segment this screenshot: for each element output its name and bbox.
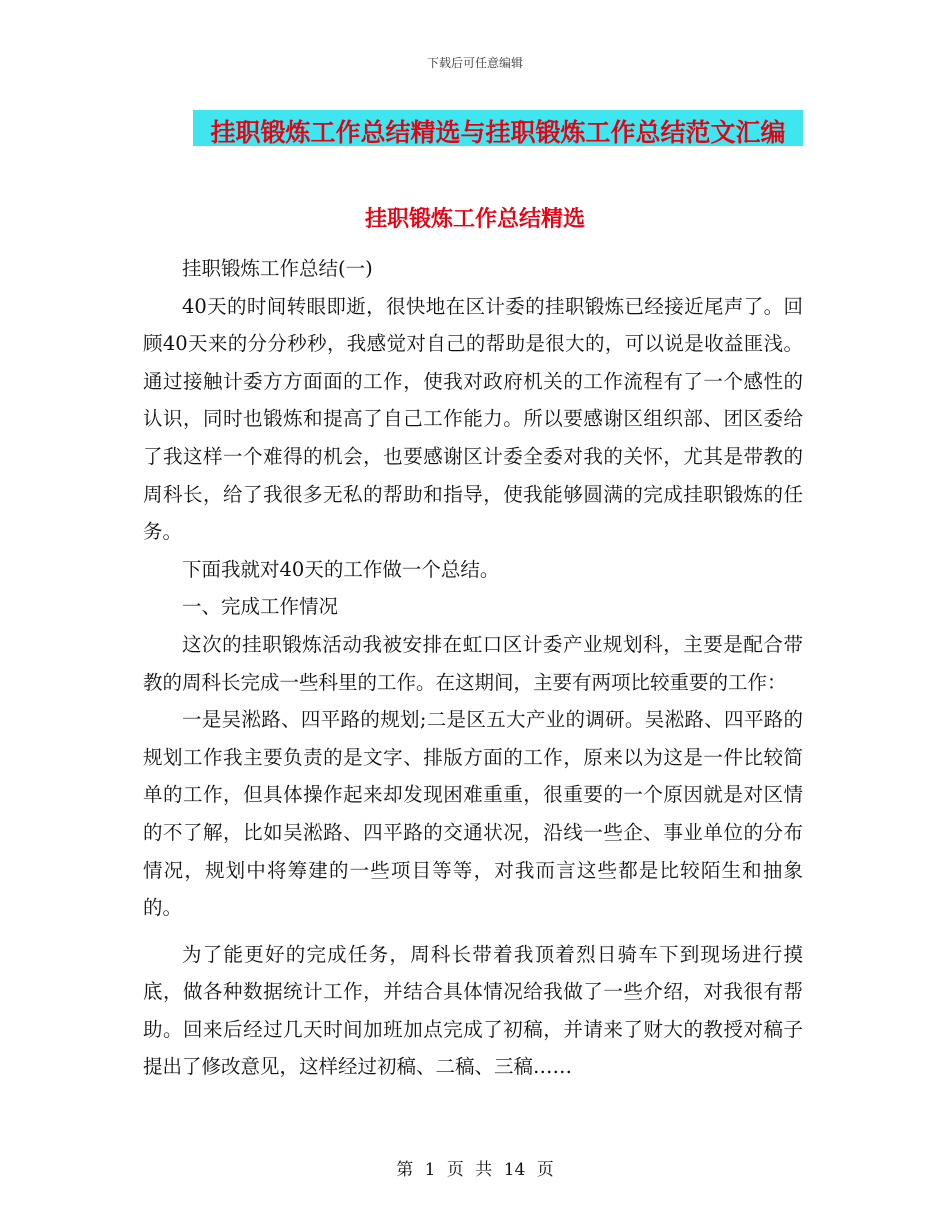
paragraph: 一是吴淞路、四平路的规划;二是区五大产业的调研。吴淞路、四平路的规划工作我主要负责的是文字、排版方面的工作，原来以为这是一件比较简单的工作，但具体操作起来却发现困难重重，很重要的一个原因就是对区情的不了解，比如吴淞路、四平路的交通状况，沿线一些企、事业单位的分布情况，规划中将筹建的一些项目等等，对我而言这些都是比较陌生和抽象的。 [143, 708, 803, 920]
paragraph: 挂职锻炼工作总结(一) [182, 257, 373, 280]
section-title: 挂职锻炼工作总结精选 [364, 206, 585, 232]
header-note: 下载后可任意编辑 [426, 56, 523, 70]
paragraph: 下面我就对40天的工作做一个总结。 [182, 557, 500, 581]
body-text [143, 250, 803, 1086]
paragraph: 一、完成工作情况 [182, 595, 339, 619]
main-title: 挂职锻炼工作总结精选与挂职锻炼工作总结范文汇编 [210, 118, 786, 147]
main-title-highlight [193, 110, 803, 146]
paragraph: 为了能更好的完成任务，周科长带着我顶着烈日骑车下到现场进行摸底，做各种数据统计工作，并结合具体情况给我做了一些介绍，对我很有帮助。回来后经过几天时间加班加点完成了初稿，并请来了财大的教授对稿子提出了修改意见，这样经过初稿、二稿、三稿…… [143, 942, 803, 1079]
paragraph: 40天的时间转眼即逝，很快地在区计委的挂职锻炼已经接近尾声了。回顾40天来的分分秒秒，我感觉对自己的帮助是很大的，可以说是收益匪浅。通过接触计委方方面面的工作，使我对政府机关的工作流程有了一个感性的认识，同时也锻炼和提高了自己工作能力。所以要感谢区组织部、团区委给了我这样一个难得的机会，也要感谢区计委全委对我的关怀，尤其是带教的周科长，给了我很多无私的帮助和指导，使我能够圆满的完成挂职锻炼的任务。 [143, 294, 803, 544]
page-footer: 第 1 页 共 14 页 [396, 1160, 554, 1180]
paragraph: 这次的挂职锻炼活动我被安排在虹口区计委产业规划科，主要是配合带教的周科长完成一些科里的工作。在这期间，主要有两项比较重要的工作： [143, 632, 803, 694]
